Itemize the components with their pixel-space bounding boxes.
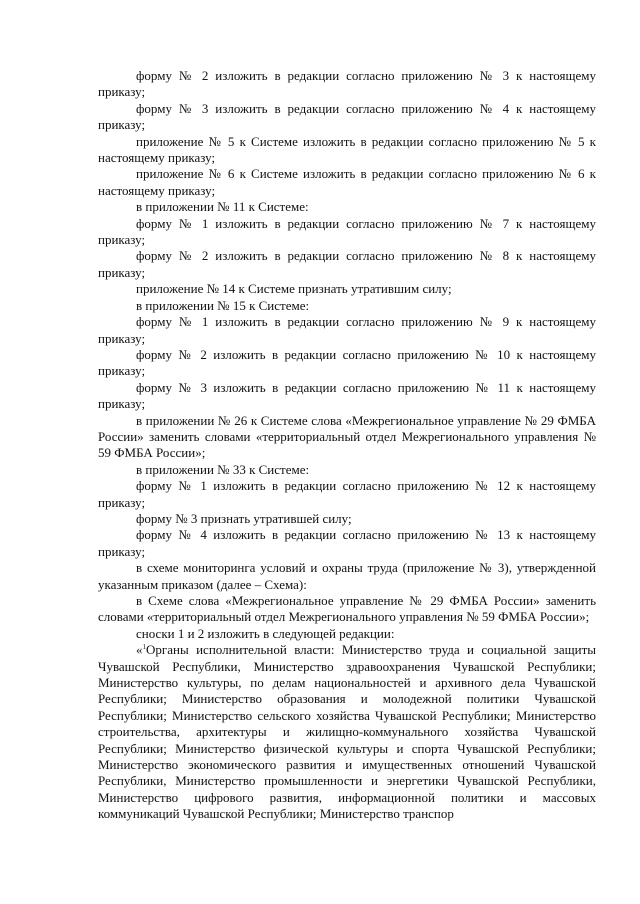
document-page — [98, 68, 596, 823]
footnote-paragraph — [98, 642, 596, 822]
paragraph: форму № 4 изложить в редакции согласно приложению № 13 к настоящему приказу; — [98, 527, 596, 559]
paragraph: в схеме мониторинга условий и охраны труда (приложение № 3), утвержденной указанным приказом (далее – Схема): — [98, 560, 596, 592]
quote-open: « — [136, 642, 143, 658]
paragraph: форму № 2 изложить в редакции согласно приложению № 10 к настоящему приказу; — [98, 346, 596, 379]
paragraph: в приложении № 33 к Системе: — [136, 461, 310, 477]
paragraph: приложение № 6 к Системе изложить в редакции согласно приложению № 6 к настоящему приказу; — [98, 166, 596, 198]
paragraph: форму № 1 изложить в редакции согласно приложению № 7 к настоящему приказу; — [98, 215, 596, 248]
paragraph: форму № 1 изложить в редакции согласно приложению № 9 к настоящему приказу; — [98, 314, 596, 346]
footnote-marker: 1 — [142, 643, 146, 652]
paragraph: форму № 2 изложить в редакции согласно приложению № 3 к настоящему приказу; — [98, 68, 596, 100]
paragraph: форму № 3 изложить в редакции согласно приложению № 11 к настоящему приказу; — [98, 379, 596, 412]
paragraph: форму № 3 изложить в редакции согласно приложению № 4 к настоящему приказу; — [98, 100, 596, 133]
paragraph: форму № 3 признать утратившей силу; — [136, 510, 352, 526]
paragraph: в приложении № 15 к Системе: — [136, 297, 310, 313]
paragraph: сноски 1 и 2 изложить в следующей редакции: — [136, 625, 395, 641]
paragraph: приложение № 5 к Системе изложить в редакции согласно приложению № 5 к настоящему приказу; — [98, 133, 596, 166]
paragraph: в приложении № 26 к Системе слова «Межрегиональное управление № 29 ФМБА России» заменить словами «территориальный отдел Межрегионального управления № 59 ФМБА России»; — [98, 412, 596, 461]
footnote-text: Органы исполнительной власти: Министерство труда и социальной защиты Чувашской Республики, Министерство здравоохранения Чувашской Республики; Министерство культуры, по делам национальностей и архивного дела Чувашской Республики; Министерство образования и молодежной политики Чувашской Республики; Министерство сельского хозяйства Чувашской Республики; Министерство строительства, архитектуры и жилищно-коммунального хозяйства Чувашской Республики; Министерство физической культуры и спорта Чувашской Республики; Министерство экономического развития и имущественных отношений Чувашской Республики, Министерство промышленности и энергетики Чувашской Республики, Министерство цифрового развития, информационной политики и массовых коммуникаций Чувашской Республики; Министерство транспор — [98, 642, 596, 822]
paragraph: форму № 1 изложить в редакции согласно приложению № 12 к настоящему приказу; — [98, 478, 596, 510]
paragraph: в приложении № 11 к Системе: — [136, 199, 309, 215]
paragraph: форму № 2 изложить в редакции согласно приложению № 8 к настоящему приказу; — [98, 248, 596, 280]
paragraph: в Схеме слова «Межрегиональное управление № 29 ФМБА России» заменить словами «территориальный отдел Межрегионального управления № 59 ФМБА России»; — [98, 593, 596, 625]
paragraph: приложение № 14 к Системе признать утратившим силу; — [136, 281, 452, 297]
